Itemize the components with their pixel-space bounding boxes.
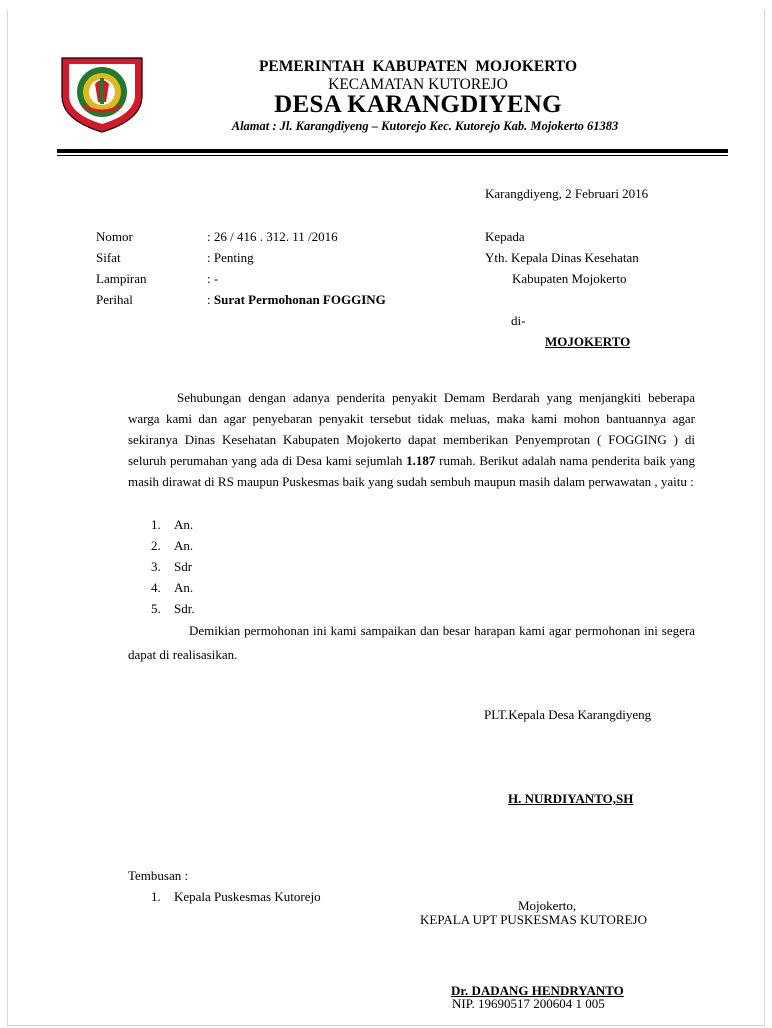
meta-label-lampiran: Lampiran <box>96 271 147 286</box>
house-count: 1.187 <box>406 453 436 468</box>
recipient-line-1: Yth. Kepala Dinas Kesehatan <box>485 250 639 265</box>
signature-name: H. NURDIYANTO,SH <box>508 791 634 806</box>
meta-value-nomor: : 26 / 416 . 312. 11 /2016 <box>207 229 338 244</box>
letterhead-line-1: PEMERINTAH KABUPATEN MOJOKERTO <box>258 58 578 75</box>
letter-date: Karangdiyeng, 2 Februari 2016 <box>485 186 649 201</box>
perihal-prefix: : <box>207 292 214 307</box>
body-text-part-2: rumah. Berikut adalah nama penderita baik yang masih dirawat di RS maupun Puskesmas baik yang sudah sembuh maupun masih dalam perwawatan , yaitu : <box>128 453 696 489</box>
recipient-kepada: Kepada <box>485 229 525 244</box>
list-item-text: An. <box>174 517 194 532</box>
puskesmas-place: Mojokerto, <box>518 898 577 913</box>
list-item-number: 4. <box>151 580 161 595</box>
meta-label-nomor: Nomor <box>96 229 133 244</box>
letterhead-rule-thick <box>57 149 728 153</box>
list-item-text: Sdr. <box>174 601 195 616</box>
meta-label-perihal: Perihal <box>96 292 133 307</box>
perihal-subject: Surat Permohonan FOGGING <box>213 292 386 307</box>
letterhead-address: Alamat : Jl. Karangdiyeng – Kutorejo Kec. Kutorejo Kab. Mojokerto 61383 <box>231 119 619 133</box>
recipient-line-2: Kabupaten Mojokerto <box>512 271 627 286</box>
list-item-number: 2. <box>151 538 161 553</box>
closing-paragraph: Demikian permohonan ini kami sampaikan dan besar harapan kami agar permohonan ini segera dapat di realisasikan. <box>128 623 695 662</box>
body-text-part-1: Sehubungan dengan adanya penderita penyakit Demam Berdarah yang menjangkiti beberapa warga kami dan agar penyebaran penyakit tersebut tidak meluas, maka kami mohon bantuannya agar sekiranya Dinas Kesehatan Kabupaten Mojokerto dapat memberikan Penyemprotan ( FOGGING ) di seluruh perumahan yang ada di Desa kami sejumlah <box>128 390 695 468</box>
page-frame <box>7 10 765 1026</box>
list-item-number: 5. <box>151 601 161 616</box>
meta-value-sifat: : Penting <box>207 250 254 265</box>
tembusan-label: Tembusan : <box>128 868 189 883</box>
body-paragraph <box>128 387 695 492</box>
meta-value-lampiran: : - <box>207 271 219 286</box>
puskesmas-title: KEPALA UPT PUSKESMAS KUTOREJO <box>420 912 647 927</box>
tembusan-item-number: 1. <box>151 889 161 904</box>
meta-value-perihal <box>207 292 386 308</box>
letterhead-rule-thin <box>57 155 728 156</box>
list-item-number: 1. <box>151 517 161 532</box>
letterhead-line-2: KECAMATAN KUTOREJO <box>328 76 508 93</box>
list-item-text: An. <box>174 580 194 595</box>
meta-label-sifat: Sifat <box>96 250 121 265</box>
list-item-text: An. <box>174 538 194 553</box>
signature-title: PLT.Kepala Desa Karangdiyeng <box>484 707 652 722</box>
tembusan-item-text: Kepala Puskesmas Kutorejo <box>174 889 321 904</box>
puskesmas-head-name: Dr. DADANG HENDRYANTO <box>451 983 624 998</box>
list-item-number: 3. <box>151 559 161 574</box>
letterhead-village-name: DESA KARANGDIYENG <box>274 91 562 118</box>
recipient-city: MOJOKERTO <box>545 334 631 349</box>
list-item-text: Sdr <box>174 559 193 574</box>
recipient-di: di- <box>511 313 526 328</box>
puskesmas-head-nip: NIP. 19690517 200604 1 005 <box>452 996 605 1011</box>
